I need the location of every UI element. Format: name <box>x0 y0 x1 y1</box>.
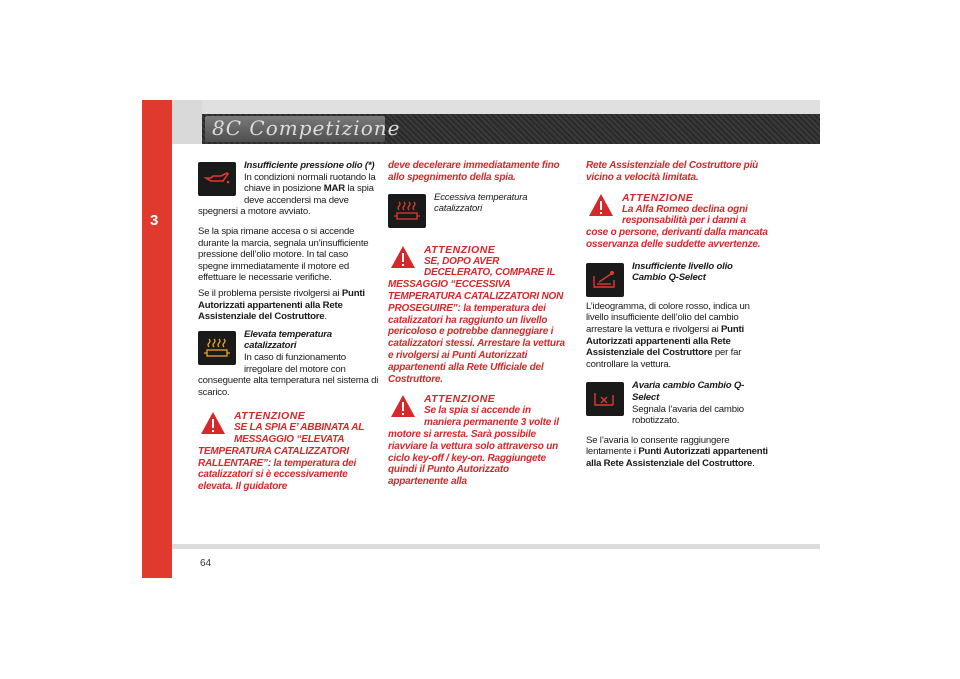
warning-1-continued: deve decelerare immediatamente fino allo spegnimento della spia. <box>388 160 560 183</box>
oil-pressure-p3: Se il problema persiste rivolgersi ai Punti Autorizzati appartenenti alla Rete Assistenziale del Costruttore. <box>198 287 365 323</box>
gearbox-fault-icon <box>586 382 624 416</box>
warning-4 <box>586 192 768 251</box>
warning-4-text: La Alfa Romeo declina ogni responsabilità per i danni a cose o persone, derivanti dalla mancata osservanza delle suddette avvertenze. <box>586 203 768 250</box>
gearbox-oil-icon <box>586 263 624 297</box>
catalyst-temp-icon <box>388 194 426 228</box>
oil-pressure-p1: In condizioni normali ruotando la chiave in posizione MAR la spia deve accendersi ma deve spegnersi a motore avviato. <box>198 171 376 218</box>
warning-2 <box>388 244 570 386</box>
warning-1-title: ATTENZIONE <box>234 410 306 423</box>
oil-can-icon <box>198 162 236 196</box>
gearbox-fault-p2: Se l’avaria lo consente raggiungere lentamente i Punti Autorizzati appartenenti alla Rete Assistenziale del Costruttore. <box>586 434 768 469</box>
warning-3 <box>388 393 570 488</box>
gearbox-oil-title: Insufficiente livello olio Cambio Q-Select <box>632 260 733 284</box>
warning-triangle-icon <box>388 244 418 272</box>
warning-4-title: ATTENZIONE <box>622 191 694 204</box>
oil-pressure-title: Insufficiente pressione olio (*) <box>244 160 375 171</box>
warning-triangle-icon <box>388 393 418 421</box>
chapter-number: 3 <box>150 212 159 229</box>
catalyst-high-temp-title: Elevata temperatura catalizzatori <box>244 328 332 352</box>
gearbox-fault-title: Avaria cambio Cambio Q-Select <box>632 380 745 403</box>
chapter-tab <box>142 100 172 578</box>
catalyst-high-temp-section <box>198 329 380 403</box>
warning-3-title: ATTENZIONE <box>424 393 496 406</box>
warning-triangle-icon <box>586 192 616 220</box>
header-left-block <box>172 100 202 144</box>
gearbox-fault-section <box>586 380 768 430</box>
oil-pressure-section <box>198 160 380 222</box>
catalyst-temp-icon <box>198 331 236 365</box>
warning-2-text: SE, DOPO AVER DECELERATO, COMPARE IL MESSAGGIO “ECCESSIVA TEMPERATURA CATALIZZATORI NON PROSEGUIRE”: la temperatura dei catalizzatori ha raggiunto un livello pericoloso e potrebbe danneggiare i catalizzatori stessi. Arrestare la vettura e rivolgersi ai Punti Autorizzati appartenenti alla Rete Ufficiale del Costruttore. <box>388 255 565 385</box>
gearbox-fault-p1: Segnala l’avaria del cambio robotizzato. <box>632 403 744 427</box>
oil-pressure-p2: Se la spia rimane accesa o si accende durante la marcia, segnala un’insufficiente pressione dell’olio motore. In tal caso spegne immediatamente il motore ed effettuare le necessarie verifiche. <box>198 225 369 284</box>
catalyst-excess-temp-title: Eccessiva temperatura catalizzatori <box>434 191 528 215</box>
footer-rule <box>172 544 820 549</box>
logo: 8C Competizione <box>212 116 401 140</box>
gearbox-oil-section <box>586 261 768 297</box>
warning-1-text: SE LA SPIA E’ ABBINATA AL MESSAGGIO “ELEVATA TEMPERATURA CATALIZZATORI RALLENTARE”: la temperatura dei catalizzatori si è eccessivamente elevata. Il guidatore <box>198 422 365 493</box>
column-3 <box>586 160 768 474</box>
warning-2-title: ATTENZIONE <box>424 243 496 256</box>
page-margin <box>0 0 142 679</box>
header-top-strip <box>172 100 820 114</box>
page-number: 64 <box>200 558 212 569</box>
catalyst-excess-temp-section <box>388 192 570 228</box>
column-1 <box>198 160 380 497</box>
warning-1 <box>198 410 380 493</box>
warning-3-continued: Rete Assistenziale del Costruttore più vicino a velocità limitata. <box>586 160 759 183</box>
gearbox-oil-p1: L’ideogramma, di colore rosso, indica un livello insufficiente dell’olio del cambio arrestare la vettura e rivolgersi ai Punti Autorizzati appartenenti alla Rete Assistenziale del Costruttore per far controllare la vettura. <box>586 300 750 370</box>
column-2 <box>388 160 570 492</box>
catalyst-high-temp-p1: In caso di funzionamento irregolare del motore con conseguente alta temperatura nel sistema di scarico. <box>198 351 379 398</box>
warning-triangle-icon <box>198 410 228 438</box>
warning-3-text: Se la spia si accende in maniera permanente 3 volte il motore si arresta. Sarà possibile riavviare la vettura solo attraverso un ciclo key-off / key-on. Raggiungete quindi il Punto Autorizzato appartenente alla <box>388 405 559 488</box>
